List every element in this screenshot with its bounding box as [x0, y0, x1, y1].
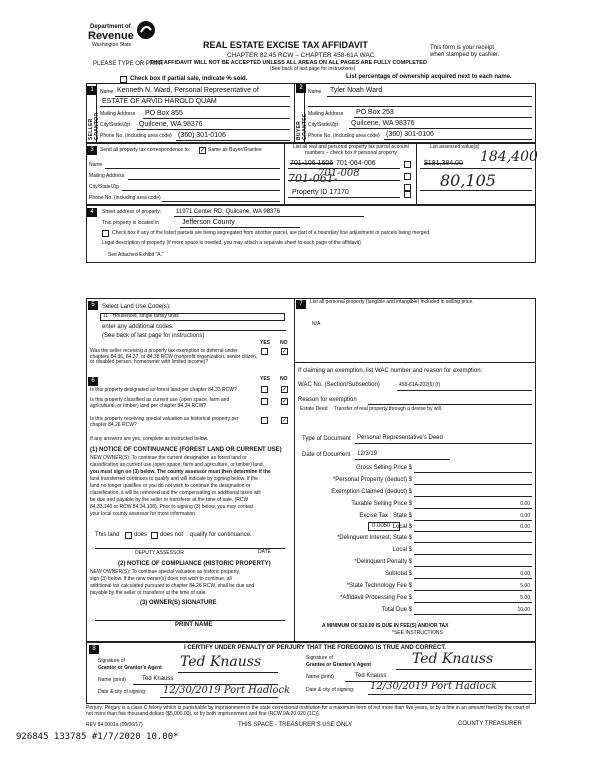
parcel-header: List all real and personal property tax parcel account numbers – check box if personal property	[293, 144, 409, 156]
current-use-yes-checkbox[interactable]	[261, 398, 268, 405]
historic-yes-checkbox[interactable]	[261, 417, 268, 424]
parcel-handwritten-1: 701-008	[318, 168, 360, 179]
exemption-question: Was the seller receiving a property tax exemption or deferral under chapters 84.36, 84.37, or 84.38 RCW (nonprofit organization, senior citizen, or disabled person, homeowner with limited income)?	[90, 348, 258, 365]
grantee-signature[interactable]: Ted Knauss	[412, 651, 494, 667]
section-7-badge: 7	[296, 300, 306, 309]
tax-label-processing: *Affidavit Processing Fee $	[340, 595, 412, 601]
tax-label-technology: *State Technology Fee $	[346, 583, 412, 589]
grantee-sig-label-1: Signature of	[306, 655, 333, 661]
see-back-header: (See back of last page for instructions)	[270, 66, 356, 72]
street-label: Street address of property:	[102, 209, 162, 215]
doc-date-label: Date of Document	[302, 452, 351, 458]
grantee-date-city[interactable]: 12/30/2019 Port Hadlock	[370, 681, 498, 692]
wac-label: WAC No. (Section/Subsection)	[298, 382, 380, 388]
s3-name-label: Name	[89, 162, 103, 168]
land-use-label: Select Land Use Code(s):	[102, 304, 171, 310]
personal-property-label: List all personal property (tangible and intangible) included in selling price.	[310, 299, 474, 305]
buyer-phone-label: Phone No. (including area code)	[308, 133, 380, 139]
legal-description-label: Legal description of property (if more space is needed, you may attach a separate sheet to each page of the affidavit)	[102, 240, 361, 246]
buyer-mailing[interactable]: PO Box 253	[356, 109, 394, 116]
boundary-label: Check box if any of the listed parcels are being segregated from another parcel, are part of a boundary line adjustment or parcels being merged.	[112, 230, 431, 236]
exemption-claim-label: If claiming an exemption, list WAC number and reason for exemption:	[298, 368, 483, 374]
exemption-no-checkbox[interactable]: ✓	[282, 349, 288, 355]
cashier-stamp: 926845 133785 #1/7/2020 10.00*	[16, 732, 179, 742]
grantee-name-label: Name (print)	[306, 674, 334, 680]
doc-date-value[interactable]: 12/3/19	[357, 451, 378, 457]
assessed-handwritten-2: 80,105	[440, 171, 496, 190]
section-1-badge: 1	[87, 86, 97, 95]
parcel-3-personal-checkbox[interactable]	[404, 191, 411, 198]
parcel-1-personal-checkbox[interactable]	[404, 161, 411, 168]
notice1-line-1: classification as current use (open space, farm and agriculture, or timber) land,	[90, 462, 264, 468]
deputy-date-label: DATE	[258, 549, 271, 555]
seller-city-label: City/State/Zip	[100, 122, 131, 128]
same-as-buyer-label: Same as Buyer/Grantee	[208, 147, 262, 153]
deputy-assessor-label: DEPUTY ASSESSOR	[135, 550, 184, 556]
boundary-checkbox[interactable]	[102, 230, 109, 237]
buyer-mailing-label: Mailing Address	[308, 111, 344, 117]
parcel-1[interactable]: 701-064-006	[336, 160, 376, 167]
current-use-no-checkbox[interactable]: ✓	[282, 399, 288, 405]
notice2-line-2: additional tax calculated pursuant to chapter 84.26 RCW, shall be due and	[90, 583, 255, 589]
does-not-checkbox[interactable]	[151, 532, 158, 539]
section-2-badge: 2	[296, 84, 306, 93]
buyer-city[interactable]: Quilcene, WA 98376	[351, 120, 415, 127]
s3-phone-label: Phone No. (including area code)	[89, 195, 161, 201]
seller-mailing[interactable]: PO Box 855	[145, 110, 183, 117]
forest-question: Is this property designated as forest land per chapter 84.33 RCW?	[90, 387, 237, 393]
form-title: REAL ESTATE EXCISE TAX AFFIDAVIT	[203, 40, 368, 50]
tax-label-state: Excise Tax : State $	[359, 513, 412, 519]
dor-logo	[86, 18, 166, 56]
tax-label-taxable: Taxable Selling Price $	[351, 501, 412, 507]
tax-value-total[interactable]: 10.00	[517, 607, 530, 613]
tax-value-technology[interactable]: 5.00	[520, 583, 530, 589]
historic-question: Is this property receiving special valuation as historical property per chapter 84.26 RCW?	[90, 416, 239, 428]
owner-signature-label: (3) OWNER(S) SIGNATURE	[140, 600, 217, 606]
forest-no-checkbox[interactable]: ✓	[282, 387, 288, 393]
s5-yes-label: YES	[260, 340, 271, 346]
tax-label-penalty: *Delinquent Penalty $	[354, 559, 412, 565]
notice2-title: (2) NOTICE OF COMPLIANCE (HISTORIC PROPERTY)	[118, 561, 271, 567]
buyer-city-label: City/State/Zip	[308, 122, 339, 128]
s3-mailing-label: Mailing Address	[89, 173, 125, 179]
assessed-header: List assessed value(s)	[430, 144, 480, 150]
form-subtitle: CHAPTER 82.45 RCW – CHAPTER 458-61A WAC	[227, 52, 375, 59]
doc-type-value[interactable]: Personal Representative's Deed	[357, 435, 443, 441]
this-land-label: This land	[95, 532, 120, 538]
seller-mailing-label: Mailing Address	[100, 111, 136, 117]
seller-side-label: SELLER GRANTOR	[88, 112, 100, 140]
tax-label-local: Local $	[392, 524, 412, 530]
reason-description: Transfer of real property through a devise by will.	[334, 406, 443, 412]
wac-value[interactable]: 458-61A-202(6) (f)	[399, 382, 441, 388]
parcel-2-personal-checkbox[interactable]	[404, 173, 411, 180]
notice1-line-6: be due and payable by the seller or transferor at the time of sale. (RCW	[90, 497, 249, 503]
notice1-title: (1) NOTICE OF CONTINUANCE (FOREST LAND OR CURRENT USE)	[90, 447, 282, 453]
tax-label-exemption: Exemption Claimed (deduct) $	[331, 489, 412, 495]
tax-label-subtotal: Subtotal $	[384, 571, 412, 577]
notice1-line-8: your local county assessor for more information.	[90, 511, 197, 517]
seller-phone-label: Phone No. (including area code)	[100, 133, 172, 139]
certify-statement: I CERTIFY UNDER PENALTY OF PERJURY THAT THE FOREGOING IS TRUE AND CORRECT.	[184, 645, 447, 651]
notice1-line-5: classification, it will be removed and the compensating or additional taxes will	[90, 490, 261, 496]
historic-no-checkbox[interactable]: ✓	[282, 418, 288, 424]
assessed-handwritten-1: 184,400	[480, 149, 538, 165]
tax-value-local[interactable]: 0.00	[520, 524, 530, 530]
does-label: does	[134, 532, 148, 538]
legal-exhibit: See Attached Exhibit "A."	[108, 252, 164, 258]
grantee-sig-label-2: Grantee or Grantee's Agent	[306, 662, 371, 668]
seller-name-label: Name	[100, 89, 114, 95]
s6-yes-label: YES	[260, 376, 271, 382]
notice1-line-2: you must sign on (3) below. The county assessor must then determine if the	[90, 469, 271, 475]
county-value[interactable]: Jefferson County	[182, 219, 235, 226]
grantor-sig-label-1: Signature of	[98, 658, 125, 664]
s6-no-label: NO	[280, 376, 288, 382]
logo-dept: Department of	[90, 24, 131, 30]
minimum-due-note: A MINIMUM OF $10.00 IS DUE IN FEE(S) AND/OR TAX	[322, 623, 449, 629]
grantor-date-label: Date & city of signing:	[98, 689, 147, 695]
send-correspondence-label: Send all property tax correspondence to:	[100, 147, 191, 153]
tax-label-gross: Gross Selling Price $	[355, 465, 412, 471]
qualify-label: qualify for continuance.	[190, 532, 252, 538]
notice1-line-7: 84.33.140 or RCW 84.34.108). Prior to signing (3) below, you may contact	[90, 504, 254, 510]
parcel-3[interactable]: Property ID 17170	[292, 189, 349, 196]
notice1-line-3: land transferred continues to qualify and will indicate by signing below. If the	[90, 476, 258, 482]
land-use-value: 11 - Household, single family units	[103, 313, 179, 319]
reason-value[interactable]: Estate Deed	[300, 406, 328, 412]
section-3-badge: 3	[87, 146, 97, 155]
perjury-notice: Perjury: Perjury is a class C felony which is punishable by imprisonment in the state correctional institution for a maximum term of not more than five years, or by a fine in an amount fixed by the court of not more than five thousand dollars ($5,000.00), or by both imprisonment and fine (RCW 9A.20.020 (1C)).	[86, 705, 530, 717]
personal-property-value[interactable]: N/A	[312, 321, 321, 327]
receipt-note: This form is your receipt when stamped by cashier.	[430, 45, 500, 58]
notice2-line-1: sign (3) below. If the new owner(s) does not wish to continue, all	[90, 576, 232, 582]
seller-phone[interactable]: (360) 301-0106	[178, 132, 226, 139]
grantor-name-print[interactable]: Ted Knauss	[142, 676, 174, 682]
tax-value-processing[interactable]: 5.00	[520, 595, 530, 601]
section-5-badge: 5	[88, 301, 98, 310]
if-yes-note: If any answers are yes, complete as instructed below.	[90, 436, 209, 442]
county-treasurer-label: COUNTY TREASURER	[458, 721, 522, 727]
current-use-question: Is this property classified as current use (open space, farm and agricultural, or timber) land per chapter 84.34 RCW?	[90, 397, 230, 409]
section-6-badge: 6	[88, 377, 98, 386]
tax-label-delinquent-state: *Delinquent Interest: State $	[336, 535, 412, 541]
land-use-see-back: (See back of last page for instructions)	[102, 333, 205, 339]
tax-label-delinquent-local: Local $	[392, 547, 412, 553]
buyer-name-label: Name	[308, 89, 322, 95]
s3-city-label: City/State/Zip	[89, 184, 120, 190]
does-checkbox[interactable]	[125, 532, 132, 539]
parcel-2b-personal-checkbox[interactable]	[404, 184, 411, 191]
grantor-signature[interactable]: Ted Knauss	[180, 654, 262, 670]
seller-name-1[interactable]: Kenneth N. Ward, Personal Representative of	[117, 87, 259, 94]
revision-label: REV 84 0001a (09/06/17)	[86, 722, 143, 728]
treasurer-space-label: THIS SPACE - TREASURER'S USE ONLY	[238, 722, 353, 728]
tax-value-taxable[interactable]: 0.00	[520, 501, 530, 507]
exemption-yes-checkbox[interactable]	[261, 348, 268, 355]
ownership-note: List percentage of ownership acquired next to each name.	[346, 74, 512, 80]
logo-swirl-icon	[136, 20, 156, 40]
local-rate-value: 0.0050	[372, 523, 391, 529]
grantor-name-label: Name (print)	[98, 677, 126, 683]
print-name-label: PRINT NAME	[175, 622, 213, 628]
logo-state: Washington State	[92, 42, 132, 48]
seller-name-2[interactable]: ESTATE OF ARVID HAROLD QUAM	[102, 98, 217, 105]
section-4-badge: 4	[87, 208, 97, 217]
grantee-date-label: Date & city of signing:	[306, 687, 355, 693]
section-8-badge: 8	[89, 645, 99, 654]
see-instructions-note: *SEE INSTRUCTIONS	[392, 630, 443, 636]
parcel-handwritten-2: 701-061-	[288, 172, 338, 185]
tax-label-personal: *Personal Property (deduct) $	[332, 477, 412, 483]
please-type: PLEASE TYPE OR PRINT	[93, 61, 164, 67]
tax-value-state[interactable]: 0.00	[520, 513, 530, 519]
does-not-label: does not	[160, 532, 184, 538]
tax-label-total: Total Due $	[381, 607, 412, 613]
forest-yes-checkbox[interactable]	[261, 386, 268, 393]
tax-value-subtotal[interactable]: 0.00	[520, 571, 530, 577]
partial-sale-checkbox[interactable]	[120, 76, 127, 83]
grantor-sig-label-2: Grantor or Grantor's Agent	[98, 665, 162, 671]
parcel-struck: 701-106 1606	[290, 160, 334, 167]
notice1-line-4: land no longer qualifies or you do not wish to continue the designation or	[90, 483, 251, 489]
street-address[interactable]: 11971 Center RD, Quilcene, WA 98376	[176, 209, 281, 215]
notice2-line-0: NEW OWNER(S): To continue special valuation as historic property,	[90, 569, 241, 575]
seller-city[interactable]: Quilcene, WA 98376	[139, 121, 203, 128]
buyer-phone[interactable]: (360) 301-0106	[386, 131, 434, 138]
buyer-name[interactable]: Tyler Noah Ward	[330, 87, 383, 94]
notice1-line-0: NEW OWNER(S): To continue the current designation as forest land or	[90, 455, 247, 461]
additional-codes-label: enter any additional codes:	[102, 324, 174, 330]
s5-no-label: NO	[280, 340, 288, 346]
logo-revenue: Revenue	[88, 30, 134, 42]
partial-sale-label: Check box if partial sale, indicate % sold.	[130, 76, 248, 82]
doc-type-label: Type of Document	[302, 436, 351, 442]
grantee-name-print[interactable]: Ted Knauss	[355, 673, 387, 679]
notice2-line-3: payable by the seller or transferor at the time of sale.	[90, 590, 207, 596]
grantor-date-city[interactable]: 12/30/2019 Port Hadlock	[163, 685, 291, 696]
buyer-side-label: BUYER GRANTEE	[296, 113, 308, 140]
form-warning: THIS AFFIDAVIT WILL NOT BE ACCEPTED UNLESS ALL AREAS ON ALL PAGES ARE FULLY COMPLETED	[150, 60, 427, 66]
same-as-buyer-checkbox[interactable]: ✓	[200, 148, 206, 154]
assessed-struck: $181,384.00	[424, 160, 463, 167]
county-label: This property is located in	[102, 220, 159, 226]
reason-label: Reason for exemption	[298, 397, 357, 403]
